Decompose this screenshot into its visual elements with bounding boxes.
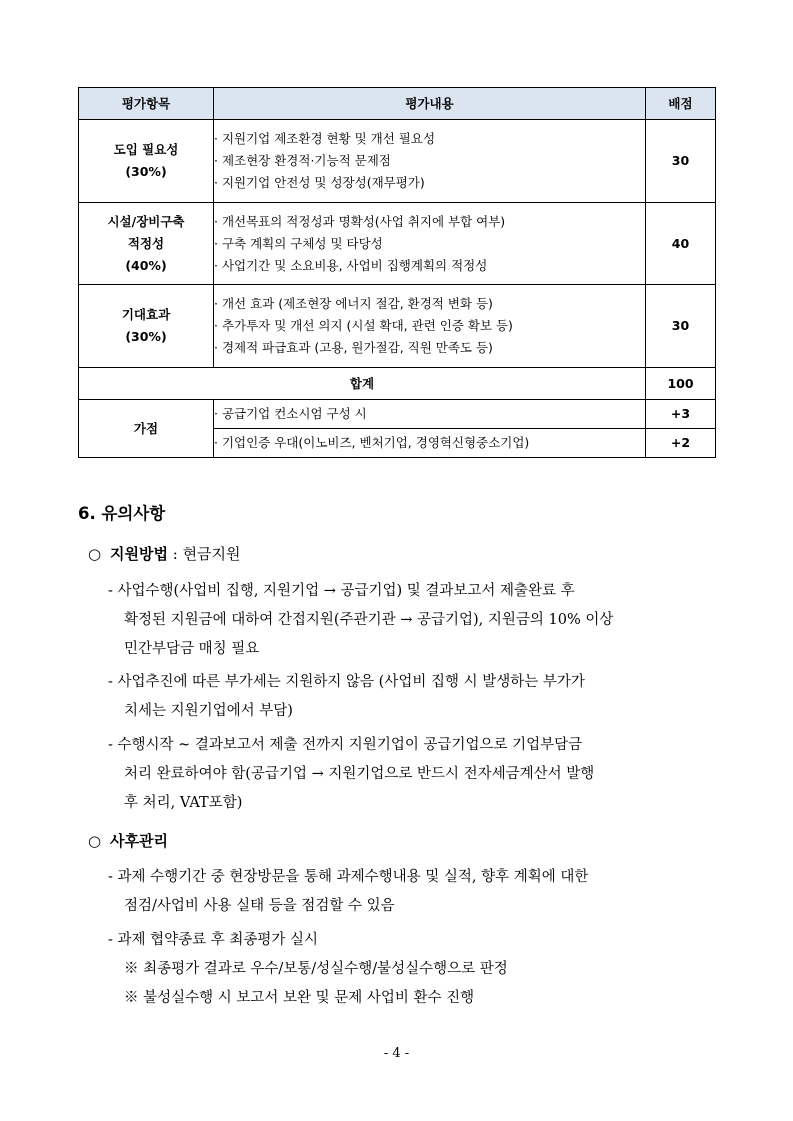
support-method-separator: : <box>167 545 183 563</box>
bonus-score: +3 <box>646 400 716 429</box>
content-item: · 경제적 파급효과 (고용, 원가절감, 직원 만족도 등) <box>214 340 493 355</box>
aftercare-label: 사후관리 <box>110 832 168 850</box>
total-score: 100 <box>646 368 716 400</box>
para-line: - 사업추진에 따른 부가세는 지원하지 않음 (사업비 집행 시 발생하는 부가가 <box>108 674 585 690</box>
content-cell <box>214 285 646 368</box>
section-title: 6. 유의사항 <box>78 504 166 523</box>
content-item: · 지원기업 제조환경 현황 및 개선 필요성 <box>214 131 436 146</box>
support-method-label: 지원방법 <box>110 545 168 563</box>
table-row <box>79 120 716 203</box>
support-paragraph <box>108 577 718 664</box>
aftercare-paragraph <box>108 926 718 955</box>
category-line: (40%) <box>125 257 167 273</box>
content-item: · 개선 효과 (제조현장 에너지 절감, 환경적 변화 등) <box>214 296 493 311</box>
para-line: - 과제 수행기간 중 현장방문을 통해 과제수행내용 및 실적, 향후 계획에 대한 <box>108 869 589 885</box>
score-cell: 30 <box>646 285 716 368</box>
category-line: 도입 필요성 <box>113 142 179 157</box>
aftercare-paragraph <box>108 863 718 921</box>
bonus-label: 가점 <box>79 400 214 458</box>
table-row <box>79 285 716 368</box>
page-number: - 4 - <box>383 1046 410 1061</box>
category-line: 적정성 <box>127 235 165 251</box>
content-item: · 지원기업 안전성 및 성장성(재무평가) <box>214 175 425 190</box>
score-cell: 30 <box>646 120 716 203</box>
content-item: · 추가투자 및 개선 의지 (시설 확대, 관련 인증 확보 등) <box>214 318 513 333</box>
bonus-row <box>79 400 716 429</box>
table-row <box>79 203 716 285</box>
support-method-value: 현금지원 <box>182 545 241 563</box>
note-line: ※ 불성실수행 시 보고서 보완 및 문제 사업비 환수 진행 <box>124 990 475 1006</box>
para-line: - 수행시작 ~ 결과보고서 제출 전까지 지원기업이 공급기업으로 기업부담금 <box>108 737 583 753</box>
score-cell: 40 <box>646 203 716 285</box>
note-line: ※ 최종평가 결과로 우수/보통/성실수행/불성실수행으로 판정 <box>124 961 508 977</box>
bonus-score: +2 <box>646 429 716 458</box>
support-paragraph <box>108 731 718 818</box>
category-line: (30%) <box>125 164 167 179</box>
header-content: 평가내용 <box>214 88 646 120</box>
para-line: 처리 완료하여야 함(공급기업 → 지원기업으로 반드시 전자세금계산서 발행 <box>124 766 595 782</box>
bonus-item: · 공급기업 컨소시엄 구성 시 <box>214 400 646 429</box>
content-item: · 사업기간 및 소요비용, 사업비 집행계획의 적정성 <box>214 257 488 273</box>
header-category: 평가항목 <box>79 88 214 120</box>
circle-bullet: ○ <box>88 545 102 563</box>
support-paragraph <box>108 668 718 726</box>
bonus-item: · 기업인증 우대(이노비즈, 벤처기업, 경영혁신형중소기업) <box>214 429 646 458</box>
category-line: (30%) <box>125 329 167 344</box>
support-method-heading <box>88 543 241 564</box>
para-line: 확정된 지원금에 대하여 간접지원(주관기관 → 공급기업), 지원금의 10% 이상 <box>124 612 614 628</box>
para-line: - 과제 협약종료 후 최종평가 실시 <box>108 932 319 948</box>
circle-bullet: ○ <box>88 832 102 850</box>
content-item: · 개선목표의 적정성과 명확성(사업 취지에 부합 여부) <box>214 213 506 229</box>
category-line: 시설/장비구축 <box>107 213 185 229</box>
header-score: 배점 <box>646 88 716 120</box>
aftercare-heading <box>88 830 168 851</box>
category-line: 기대효과 <box>121 307 171 322</box>
content-cell <box>214 120 646 203</box>
content-cell <box>214 203 646 285</box>
evaluation-table <box>78 87 716 458</box>
content-item: · 구축 계획의 구체성 및 타당성 <box>214 235 383 251</box>
para-line: - 사업수행(사업비 집행, 지원기업 → 공급기업) 및 결과보고서 제출완료 후 <box>108 583 575 599</box>
category-cell <box>79 120 214 203</box>
para-line: 민간부담금 매칭 필요 <box>124 641 260 657</box>
total-row <box>79 368 716 400</box>
category-cell <box>79 285 214 368</box>
para-line: 치세는 지원기업에서 부담) <box>124 703 293 719</box>
para-line: 점검/사업비 사용 실태 등을 점검할 수 있음 <box>124 898 395 914</box>
category-cell <box>79 203 214 285</box>
para-line: 후 처리, VAT포함) <box>124 795 243 811</box>
total-label: 합계 <box>79 368 646 400</box>
table-header-row <box>79 88 716 120</box>
content-item: · 제조현장 환경적·기능적 문제점 <box>214 153 391 168</box>
